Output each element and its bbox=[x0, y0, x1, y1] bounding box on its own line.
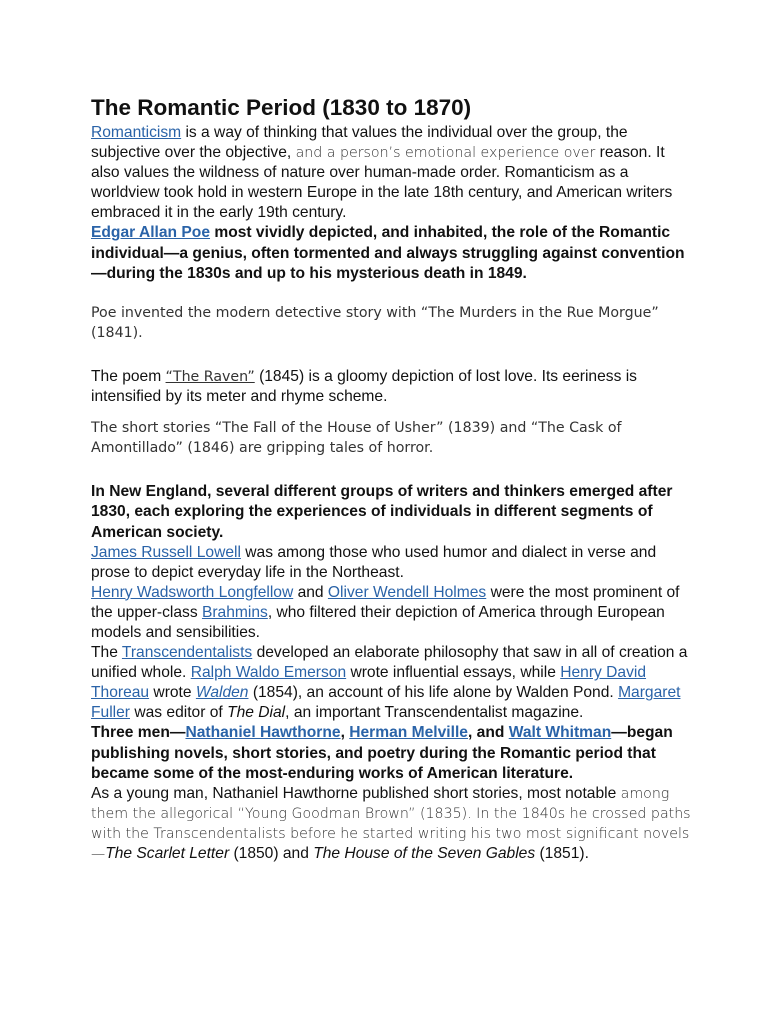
paragraph-raven: The poem “The Raven” (1845) is a gloomy depiction of lost love. Its eeriness is intensified by its meter and rhyme scheme. bbox=[91, 367, 637, 406]
link-herman-melville[interactable]: Herman Melville bbox=[349, 724, 468, 742]
paragraph-new-england: In New England, several different groups of writers and thinkers emerged after 1830, each exploring the experiences of individuals in different segments of American society. bbox=[91, 483, 673, 541]
paragraph-lowell: James Russell Lowell was among those who used humor and dialect in verse and prose to depict everyday life in the Northeast. bbox=[91, 543, 657, 581]
page-title: The Romantic Period (1830 to 1870) bbox=[91, 95, 472, 120]
paragraph-detective-story: Poe invented the modern detective story with “The Murders in the Rue Morgue” (1841). bbox=[91, 304, 659, 341]
paragraph-three-men: Three men—Nathaniel Hawthorne, Herman Melville, and Walt Whitman—began publishing novels, short stories, and poetry during the Romantic period that became some of the most-enduring works of American literature. bbox=[91, 724, 673, 782]
link-henry-david-thoreau[interactable]: Henry David Thoreau bbox=[91, 664, 647, 702]
link-walt-whitman[interactable]: Walt Whitman bbox=[508, 724, 612, 742]
link-romanticism[interactable]: Romanticism bbox=[91, 124, 182, 141]
link-james-russell-lowell[interactable]: James Russell Lowell bbox=[91, 543, 241, 561]
paragraph-transcendentalists: The Transcendentalists developed an elaborate philosophy that saw in all of creation a unified whole. Ralph Waldo Emerson wrote influential essays, while Henry David Thoreau wrote Walden (1854), an account of his life alone by Walden Pond. Margaret Fuller was editor of The Dial, an important Transcendentalist magazine. bbox=[91, 644, 688, 722]
link-longfellow[interactable]: Henry Wadsworth Longfellow bbox=[91, 583, 294, 601]
link-margaret-fuller[interactable]: Margaret Fuller bbox=[91, 684, 681, 722]
link-oliver-wendell-holmes[interactable]: Oliver Wendell Holmes bbox=[327, 583, 487, 601]
document-page bbox=[91, 93, 691, 864]
link-ralph-waldo-emerson[interactable]: Ralph Waldo Emerson bbox=[190, 664, 347, 682]
link-the-raven[interactable]: “The Raven” bbox=[165, 368, 255, 385]
paragraph-hawthorne: As a young man, Nathaniel Hawthorne published short stories, most notable among them the allegorical “Young Goodman Brown” (1835). In the 1840s he crossed paths with the Transcendentalists before he started writing his two most significant novels—The Scarlet Letter (1850) and The House of the Seven Gables (1851). bbox=[91, 784, 691, 862]
paragraph-romanticism: Romanticism is a way of thinking that values the individual over the group, the subjective over the objective, and a person’s emotional experience over reason. It also values the wildness of nature over human-made order. Romanticism as a worldview took hold in western Europe in the late 18th century, and American writers embraced it in the early 19th century. bbox=[91, 124, 673, 222]
link-nathaniel-hawthorne[interactable]: Nathaniel Hawthorne bbox=[185, 724, 341, 742]
paragraph-short-stories: The short stories “The Fall of the House of Usher” (1839) and “The Cask of Amontillado” (1846) are gripping tales of horror. bbox=[91, 420, 622, 457]
link-walden[interactable]: Walden bbox=[195, 684, 249, 702]
paragraph-poe: Edgar Allan Poe most vividly depicted, and inhabited, the role of the Romantic individual—a genius, often tormented and always struggling against convention—during the 1830s and up to his mysterious death in 1849. bbox=[91, 224, 685, 282]
link-transcendentalists[interactable]: Transcendentalists bbox=[121, 644, 253, 662]
link-brahmins[interactable]: Brahmins bbox=[201, 603, 268, 621]
paragraph-brahmins: Henry Wadsworth Longfellow and Oliver Wendell Holmes were the most prominent of the upper-class Brahmins, who filtered their depiction of America through European models and sensibilities. bbox=[91, 583, 680, 641]
link-edgar-allan-poe[interactable]: Edgar Allan Poe bbox=[91, 224, 211, 242]
